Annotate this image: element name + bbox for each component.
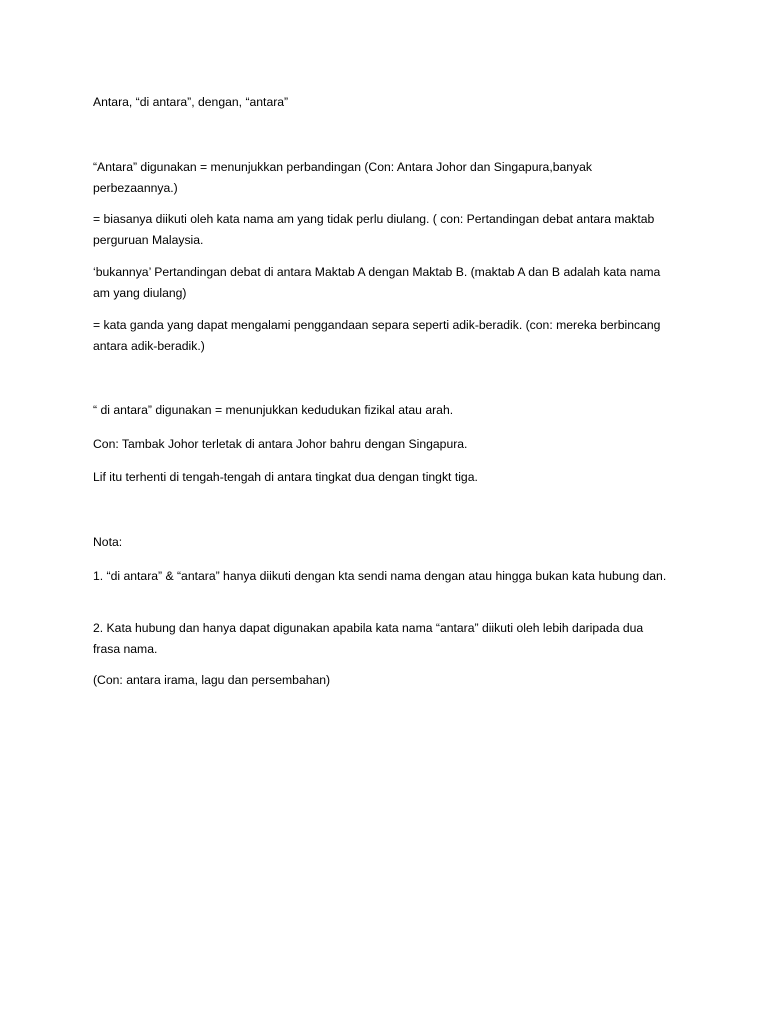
nota-item-1: 1. “di antara” & “antara” hanya diikuti dengan kta sendi nama dengan atau hingga bukan kata hubung dan. <box>93 569 667 583</box>
antara-rule-reduplication: = kata ganda yang dapat mengalami penggandaan separa seperti adik-beradik. (con: mereka berbincang antara adik-beradik.) <box>93 318 661 353</box>
document-title: Antara, “di antara”, dengan, “antara” <box>93 95 289 109</box>
nota-example: (Con: antara irama, lagu dan persembahan) <box>93 673 331 687</box>
di-antara-example-2: Lif itu terhenti di tengah-tengah di antara tingkat dua dengan tingkt tiga. <box>93 470 478 484</box>
antara-definition: “Antara” digunakan = menunjukkan perbandingan (Con: Antara Johor dan Singapura,banyak perbezaannya.) <box>93 160 593 195</box>
nota-heading: Nota: <box>93 535 123 549</box>
di-antara-example-1: Con: Tambak Johor terletak di antara Johor bahru dengan Singapura. <box>93 437 468 451</box>
antara-bukannya-example: ‘bukannya’ Pertandingan debat di antara Maktab A dengan Maktab B. (maktab A dan B adalah kata nama am yang diulang) <box>93 265 661 300</box>
nota-item-2: 2. Kata hubung dan hanya dapat digunakan apabila kata nama “antara” diikuti oleh lebih daripada dua frasa nama. <box>93 621 644 656</box>
antara-rule-noun: = biasanya diikuti oleh kata nama am yang tidak perlu diulang. ( con: Pertandingan debat antara maktab perguruan Malaysia. <box>93 212 655 247</box>
di-antara-definition: “ di antara” digunakan = menunjukkan kedudukan fizikal atau arah. <box>93 403 454 417</box>
